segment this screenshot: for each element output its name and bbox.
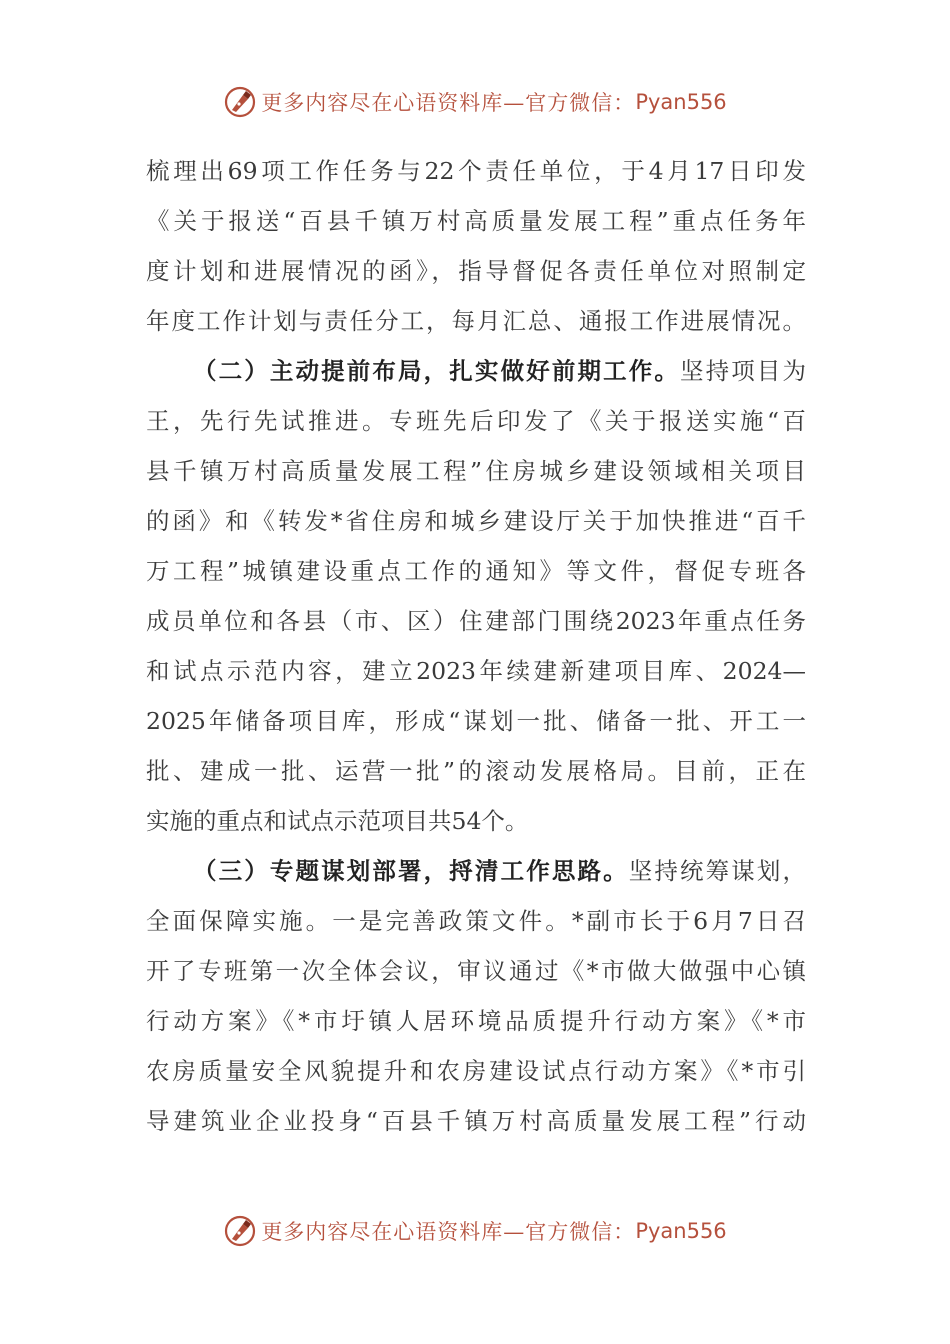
text-line: 梳理出69项工作任务与22个责任单位，于4月17日印发 bbox=[146, 157, 806, 185]
section-heading: （二）主动提前布局，扎实做好前期工作。 bbox=[193, 357, 680, 385]
section-heading: （三）专题谋划部署，捋清工作思路。 bbox=[193, 857, 629, 885]
text-line: 实施的重点和试点示范项目共54个。 bbox=[146, 807, 529, 835]
section-heading-line bbox=[193, 346, 806, 396]
text-fragment: 坚持统筹谋划， bbox=[628, 857, 807, 885]
text-line: 万工程”城镇建设重点工作的通知》等文件，督促专班各 bbox=[146, 557, 806, 585]
watermark-wechat-id: Pyan556 bbox=[635, 90, 727, 114]
text-line: 年度工作计划与责任分工，每月汇总、通报工作进展情况。 bbox=[146, 307, 806, 335]
text-line: 《关于报送“百县千镇万村高质量发展工程”重点任务年 bbox=[146, 207, 806, 235]
text-line: 度计划和进展情况的函》，指导督促各责任单位对照制定 bbox=[146, 257, 806, 285]
pen-nib-logo-icon bbox=[223, 1214, 257, 1248]
text-line: 行动方案》《*市圩镇人居环境品质提升行动方案》《*市 bbox=[146, 1007, 806, 1035]
header-watermark bbox=[0, 82, 950, 122]
text-line: 县千镇万村高质量发展工程”住房城乡建设领域相关项目 bbox=[146, 457, 806, 485]
text-fragment: 坚持项目为 bbox=[679, 357, 807, 385]
text-line: 全面保障实施。一是完善政策文件。*副市长于6月7日召 bbox=[146, 907, 806, 935]
watermark-wechat-id: Pyan556 bbox=[635, 1219, 727, 1243]
text-line: 的函》和《转发*省住房和城乡建设厅关于加快推进“百千 bbox=[146, 507, 806, 535]
text-line: 批、建成一批、运营一批”的滚动发展格局。目前，正在 bbox=[146, 757, 806, 785]
footer-watermark bbox=[0, 1211, 950, 1251]
section-heading-line bbox=[193, 846, 806, 896]
text-line: 农房质量安全风貌提升和农房建设试点行动方案》《*市引 bbox=[146, 1057, 806, 1085]
text-line: 成员单位和各县（市、区）住建部门围绕2023年重点任务 bbox=[146, 607, 806, 635]
text-line: 开了专班第一次全体会议，审议通过《*市做大做强中心镇 bbox=[146, 957, 806, 985]
text-line: 和试点示范内容，建立2023年续建新建项目库、2024— bbox=[146, 657, 806, 685]
text-line: 王，先行先试推进。专班先后印发了《关于报送实施“百 bbox=[146, 407, 806, 435]
watermark-text: 更多内容尽在心语资料库—官方微信： bbox=[261, 91, 636, 115]
text-line: 导建筑业企业投身“百县千镇万村高质量发展工程”行动 bbox=[146, 1107, 806, 1135]
text-line: 2025年储备项目库，形成“谋划一批、储备一批、开工一 bbox=[146, 707, 806, 735]
pen-nib-logo-icon bbox=[223, 85, 257, 119]
watermark-text: 更多内容尽在心语资料库—官方微信： bbox=[261, 1220, 636, 1244]
